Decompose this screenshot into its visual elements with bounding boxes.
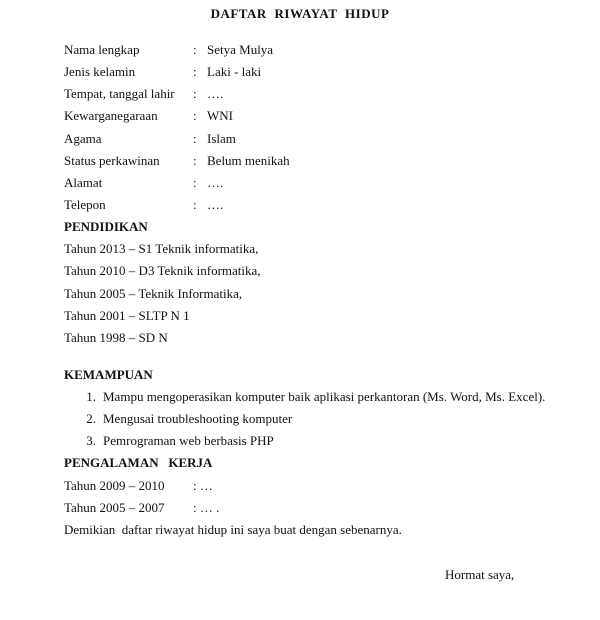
colon: :	[193, 153, 197, 168]
experience-period: Tahun 2005 – 2007	[64, 500, 165, 515]
colon: :	[193, 64, 197, 79]
closing-statement: Demikian daftar riwayat hidup ini saya buat dengan sebenarnya.	[64, 522, 402, 537]
value-jenis-kelamin: Laki - laki	[207, 64, 262, 79]
value-status: Belum menikah	[207, 153, 290, 168]
colon: :	[193, 86, 197, 101]
colon: :	[193, 175, 197, 190]
skill-number: 1.	[86, 389, 96, 404]
label-agama: Agama	[64, 131, 102, 146]
value-nama: Setya Mulya	[207, 42, 274, 57]
education-heading: PENDIDIKAN	[64, 219, 148, 234]
signature-greeting: Hormat saya,	[445, 567, 515, 582]
colon: :	[193, 108, 197, 123]
experience-period: Tahun 2009 – 2010	[64, 478, 165, 493]
document-title: DAFTAR RIWAYAT HIDUP	[210, 6, 390, 21]
label-jenis-kelamin: Jenis kelamin	[64, 64, 136, 79]
experience-value: : …	[193, 478, 213, 493]
skill-item: Mengusai troubleshooting komputer	[103, 411, 293, 426]
skills-heading: KEMAMPUAN	[64, 367, 153, 382]
value-ttl: ….	[207, 86, 224, 101]
education-item: Tahun 2010 – D3 Teknik informatika,	[64, 263, 261, 278]
label-alamat: Alamat	[64, 175, 103, 190]
value-kewarganegaraan: WNI	[207, 108, 233, 123]
skill-number: 2.	[86, 411, 96, 426]
experience-value: : … .	[193, 500, 220, 515]
experience-heading: PENGALAMAN KERJA	[64, 455, 213, 470]
skill-number: 3.	[86, 433, 96, 448]
label-nama: Nama lengkap	[64, 42, 140, 57]
label-status: Status perkawinan	[64, 153, 160, 168]
education-item: Tahun 2001 – SLTP N 1	[64, 308, 190, 323]
colon: :	[193, 131, 197, 146]
education-item: Tahun 2013 – S1 Teknik informatika,	[64, 241, 259, 256]
colon: :	[193, 42, 197, 57]
education-item: Tahun 1998 – SD N	[64, 330, 168, 345]
label-telepon: Telepon	[64, 197, 106, 212]
value-telepon: ….	[207, 197, 224, 212]
education-item: Tahun 2005 – Teknik Informatika,	[64, 286, 243, 301]
colon: :	[193, 197, 197, 212]
label-kewarganegaraan: Kewarganegaraan	[64, 108, 158, 123]
skill-item: Pemrograman web berbasis PHP	[103, 433, 274, 448]
label-ttl: Tempat, tanggal lahir	[64, 86, 175, 101]
value-alamat: ….	[207, 175, 224, 190]
skill-item: Mampu mengoperasikan komputer baik aplikasi perkantoran (Ms. Word, Ms. Excel).	[103, 389, 546, 404]
value-agama: Islam	[207, 131, 236, 146]
